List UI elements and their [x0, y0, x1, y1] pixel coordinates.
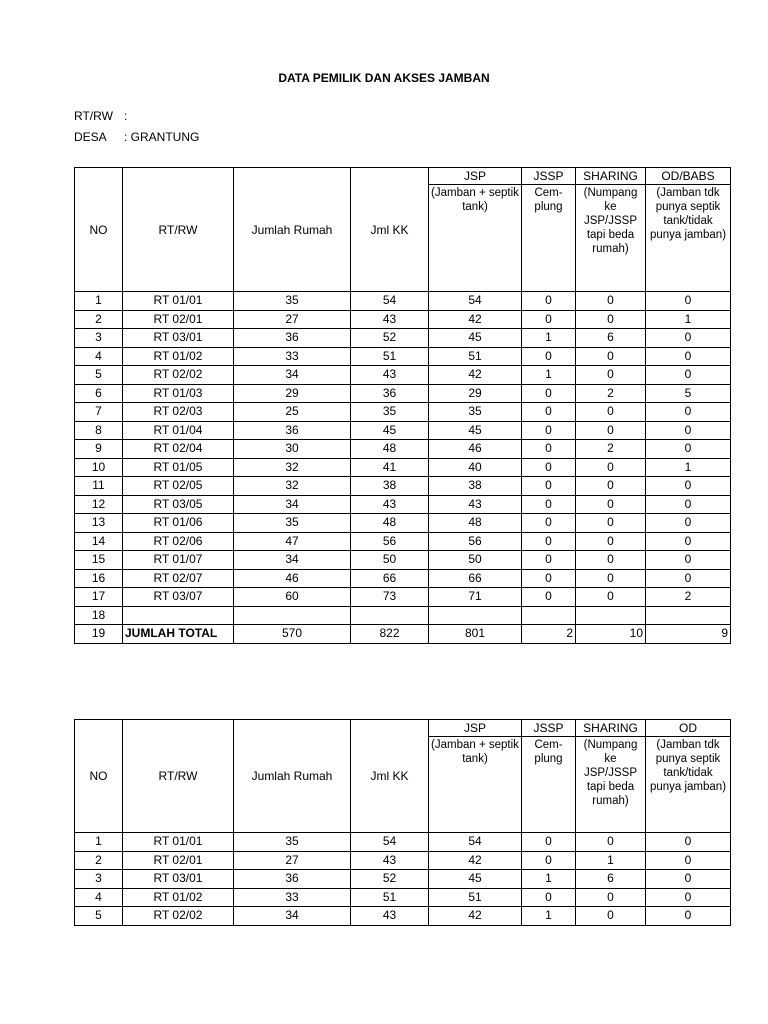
table-cell: 3: [75, 870, 123, 889]
table-cell: [351, 606, 429, 625]
table-cell: 0: [576, 588, 646, 607]
table-cell: RT 02/02: [123, 907, 234, 926]
header-jssp-desc: Cem-plung: [522, 737, 576, 833]
table-cell: 56: [351, 532, 429, 551]
desa-line: [74, 130, 199, 144]
table-cell: 36: [234, 329, 351, 348]
table-cell: 43: [429, 495, 522, 514]
header-jumlah-rumah: Jumlah Rumah: [234, 168, 351, 292]
table-cell: 5: [646, 384, 731, 403]
rtrw-label: RT/RW: [74, 109, 113, 123]
table-cell: 0: [522, 440, 576, 459]
table-cell: 0: [646, 495, 731, 514]
table-cell: 0: [646, 477, 731, 496]
table-cell: 43: [351, 851, 429, 870]
table-cell: 0: [646, 403, 731, 422]
table-row: [75, 347, 731, 366]
header-rtrw: RT/RW: [123, 720, 234, 833]
table-cell: 0: [522, 458, 576, 477]
table-row: [75, 833, 731, 852]
table-cell: 0: [646, 551, 731, 570]
table-cell: 34: [234, 907, 351, 926]
document-title: DATA PEMILIK DAN AKSES JAMBAN: [278, 71, 490, 85]
table-cell: 0: [646, 292, 731, 311]
table-cell: 34: [234, 366, 351, 385]
header-rtrw: RT/RW: [123, 168, 234, 292]
table-row: [75, 551, 731, 570]
table-cell: 0: [646, 366, 731, 385]
table-cell: 11: [75, 477, 123, 496]
table-cell: 0: [576, 421, 646, 440]
desa-value: : GRANTUNG: [124, 130, 200, 144]
table-cell: 0: [522, 569, 576, 588]
table-cell: 2: [576, 384, 646, 403]
table-cell: [234, 606, 351, 625]
table-cell: RT 03/07: [123, 588, 234, 607]
table-cell: RT 03/05: [123, 495, 234, 514]
table-cell: 0: [646, 347, 731, 366]
table-cell: 9: [75, 440, 123, 459]
table-cell: 42: [429, 907, 522, 926]
header-od-desc: (Jamban tdk punya septik tank/tidak punya jamban): [646, 185, 731, 292]
table-row: [75, 851, 731, 870]
table-cell: 43: [351, 366, 429, 385]
table-cell: RT 01/03: [123, 384, 234, 403]
table-cell: 51: [351, 347, 429, 366]
table-cell: 25: [234, 403, 351, 422]
header-jsp-desc: (Jamban + septik tank): [429, 185, 522, 292]
table-cell: 0: [576, 310, 646, 329]
table-row: [75, 310, 731, 329]
header-sharing-desc: (Numpang ke JSP/JSSP tapi beda rumah): [576, 185, 646, 292]
table-row: [75, 421, 731, 440]
table-cell: RT 01/02: [123, 347, 234, 366]
table-cell: 16: [75, 569, 123, 588]
table-cell: 73: [351, 588, 429, 607]
table-cell: 66: [429, 569, 522, 588]
header-od: OD/BABS: [646, 168, 731, 185]
table-cell: 2: [576, 440, 646, 459]
table-cell: 27: [234, 851, 351, 870]
access-table-2: [74, 719, 731, 926]
table-cell: 1: [75, 833, 123, 852]
table-cell: 6: [576, 329, 646, 348]
table-row: [75, 569, 731, 588]
table-cell: 0: [576, 458, 646, 477]
rtrw-value: :: [124, 109, 128, 123]
header-jml-kk: Jml KK: [351, 720, 429, 833]
table-cell: RT 01/01: [123, 833, 234, 852]
table-cell: 51: [351, 888, 429, 907]
table-cell: [522, 606, 576, 625]
table-cell: 2: [75, 310, 123, 329]
table-cell: RT 02/01: [123, 310, 234, 329]
table-row: [75, 384, 731, 403]
total-cell: 19: [75, 625, 123, 644]
table-cell: 52: [351, 870, 429, 889]
table-cell: 0: [646, 888, 731, 907]
table-cell: RT 03/01: [123, 329, 234, 348]
table-cell: 45: [429, 421, 522, 440]
table-cell: 66: [351, 569, 429, 588]
header-od-desc: (Jamban tdk punya septik tank/tidak punya jamban): [646, 737, 731, 833]
table-cell: 51: [429, 888, 522, 907]
header-jsp: JSP: [429, 168, 522, 185]
total-cell: 2: [522, 625, 576, 644]
table-cell: [576, 606, 646, 625]
table-cell: 30: [234, 440, 351, 459]
header-sharing-desc: (Numpang ke JSP/JSSP tapi beda rumah): [576, 737, 646, 833]
table-cell: 13: [75, 514, 123, 533]
table-cell: 0: [522, 588, 576, 607]
table-cell: 43: [351, 907, 429, 926]
table-cell: 0: [646, 907, 731, 926]
table-cell: 54: [429, 833, 522, 852]
table-cell: 35: [234, 833, 351, 852]
table-cell: RT 01/07: [123, 551, 234, 570]
table-cell: 6: [576, 870, 646, 889]
table-cell: 0: [576, 495, 646, 514]
table-cell: 48: [351, 440, 429, 459]
table-cell: 50: [351, 551, 429, 570]
desa-label: DESA: [74, 130, 107, 144]
table-row: [75, 514, 731, 533]
table-cell: [646, 606, 731, 625]
table-cell: RT 02/05: [123, 477, 234, 496]
table-cell: 1: [522, 366, 576, 385]
table-cell: 5: [75, 366, 123, 385]
table-cell: 33: [234, 888, 351, 907]
table-cell: 45: [351, 421, 429, 440]
access-table-1: [74, 167, 731, 644]
table-cell: RT 02/04: [123, 440, 234, 459]
table-cell: 0: [646, 440, 731, 459]
table-cell: 0: [522, 477, 576, 496]
table-cell: 50: [429, 551, 522, 570]
table-cell: 42: [429, 366, 522, 385]
table-cell: 8: [75, 421, 123, 440]
table-cell: 45: [429, 329, 522, 348]
table-cell: 45: [429, 870, 522, 889]
header-no: NO: [75, 168, 123, 292]
table-cell: RT 01/01: [123, 292, 234, 311]
header-jsp-desc: (Jamban + septik tank): [429, 737, 522, 833]
total-cell: JUMLAH TOTAL: [123, 625, 234, 644]
table-cell: 54: [429, 292, 522, 311]
table-cell: 0: [576, 532, 646, 551]
table-row: [75, 292, 731, 311]
table-cell: 34: [234, 495, 351, 514]
table-cell: 0: [576, 551, 646, 570]
table-cell: RT 02/01: [123, 851, 234, 870]
table-cell: RT 02/06: [123, 532, 234, 551]
table-cell: 1: [75, 292, 123, 311]
table-cell: 35: [351, 403, 429, 422]
table-row: [75, 606, 731, 625]
table-cell: RT 01/02: [123, 888, 234, 907]
table-cell: 56: [429, 532, 522, 551]
total-cell: 10: [576, 625, 646, 644]
table-cell: 4: [75, 888, 123, 907]
header-jssp: JSSP: [522, 720, 576, 737]
table-cell: 40: [429, 458, 522, 477]
table-row: [75, 403, 731, 422]
total-cell: 822: [351, 625, 429, 644]
header-no: NO: [75, 720, 123, 833]
table-row: [75, 440, 731, 459]
table-cell: 38: [429, 477, 522, 496]
table-cell: 27: [234, 310, 351, 329]
table-cell: 32: [234, 477, 351, 496]
table-cell: 4: [75, 347, 123, 366]
table-cell: 48: [429, 514, 522, 533]
table-cell: 60: [234, 588, 351, 607]
table-cell: 3: [75, 329, 123, 348]
table-cell: 0: [646, 569, 731, 588]
table-cell: 0: [576, 888, 646, 907]
table-cell: 0: [522, 310, 576, 329]
table-cell: 17: [75, 588, 123, 607]
table-cell: 14: [75, 532, 123, 551]
table-cell: 1: [522, 329, 576, 348]
table-cell: 0: [576, 514, 646, 533]
table-cell: 0: [576, 477, 646, 496]
table-cell: 36: [234, 870, 351, 889]
table-cell: 7: [75, 403, 123, 422]
table-cell: 0: [576, 292, 646, 311]
table-cell: 0: [576, 347, 646, 366]
table-cell: 35: [234, 292, 351, 311]
table-cell: 42: [429, 310, 522, 329]
table-cell: 10: [75, 458, 123, 477]
table-cell: 46: [234, 569, 351, 588]
table-row: [75, 477, 731, 496]
table-cell: 5: [75, 907, 123, 926]
header-jssp: JSSP: [522, 168, 576, 185]
table-cell: 71: [429, 588, 522, 607]
total-row: [75, 625, 731, 644]
header-od: OD: [646, 720, 731, 737]
table-cell: 1: [522, 870, 576, 889]
table-cell: 0: [576, 569, 646, 588]
table-cell: 2: [75, 851, 123, 870]
table-cell: 0: [522, 292, 576, 311]
table-cell: 46: [429, 440, 522, 459]
table-cell: 0: [576, 907, 646, 926]
table-cell: 0: [646, 532, 731, 551]
table-cell: 43: [351, 310, 429, 329]
header-sharing: SHARING: [576, 168, 646, 185]
table-row: [75, 870, 731, 889]
table-cell: 0: [522, 421, 576, 440]
table-cell: 54: [351, 292, 429, 311]
table-cell: 0: [522, 514, 576, 533]
table-cell: 18: [75, 606, 123, 625]
table-cell: [123, 606, 234, 625]
table-cell: 32: [234, 458, 351, 477]
table-row: [75, 495, 731, 514]
table-cell: 29: [429, 384, 522, 403]
header-jsp: JSP: [429, 720, 522, 737]
table-cell: 48: [351, 514, 429, 533]
table-cell: 0: [522, 495, 576, 514]
table-cell: 6: [75, 384, 123, 403]
table-cell: 36: [234, 421, 351, 440]
table-cell: 35: [429, 403, 522, 422]
total-cell: 801: [429, 625, 522, 644]
table-cell: RT 01/04: [123, 421, 234, 440]
table-cell: 1: [646, 310, 731, 329]
table-cell: 0: [522, 851, 576, 870]
table-cell: 52: [351, 329, 429, 348]
table-cell: 2: [646, 588, 731, 607]
table-cell: RT 01/05: [123, 458, 234, 477]
table-row: [75, 458, 731, 477]
table-row: [75, 532, 731, 551]
header-jml-kk: Jml KK: [351, 168, 429, 292]
total-cell: 9: [646, 625, 731, 644]
table-cell: 0: [522, 384, 576, 403]
table-cell: 0: [522, 532, 576, 551]
table-row: [75, 888, 731, 907]
table-cell: 0: [646, 870, 731, 889]
table-cell: RT 02/02: [123, 366, 234, 385]
table-cell: 1: [522, 907, 576, 926]
table-cell: 0: [576, 833, 646, 852]
table-cell: RT 01/06: [123, 514, 234, 533]
table-cell: 43: [351, 495, 429, 514]
table-cell: 0: [522, 888, 576, 907]
table-cell: 36: [351, 384, 429, 403]
table-cell: 0: [522, 347, 576, 366]
table-cell: 0: [646, 851, 731, 870]
table-row: [75, 588, 731, 607]
table-cell: 54: [351, 833, 429, 852]
table-cell: 1: [646, 458, 731, 477]
header-jumlah-rumah: Jumlah Rumah: [234, 720, 351, 833]
table-cell: 0: [576, 403, 646, 422]
table-cell: 0: [646, 421, 731, 440]
table-row: [75, 329, 731, 348]
table-row: [75, 366, 731, 385]
table-cell: 29: [234, 384, 351, 403]
table-cell: RT 03/01: [123, 870, 234, 889]
table-cell: 0: [646, 329, 731, 348]
table-cell: [429, 606, 522, 625]
table-cell: 41: [351, 458, 429, 477]
table-cell: 0: [646, 514, 731, 533]
table-cell: 35: [234, 514, 351, 533]
table-cell: 12: [75, 495, 123, 514]
table-cell: 15: [75, 551, 123, 570]
table-cell: 47: [234, 532, 351, 551]
table-cell: 0: [522, 551, 576, 570]
table-cell: 42: [429, 851, 522, 870]
total-cell: 570: [234, 625, 351, 644]
table-cell: RT 02/07: [123, 569, 234, 588]
table-cell: 51: [429, 347, 522, 366]
table-cell: 33: [234, 347, 351, 366]
header-jssp-desc: Cem-plung: [522, 185, 576, 292]
table-cell: 34: [234, 551, 351, 570]
table-cell: RT 02/03: [123, 403, 234, 422]
table-row: [75, 907, 731, 926]
table-cell: 0: [522, 833, 576, 852]
table-cell: 1: [576, 851, 646, 870]
rtrw-line: [74, 109, 127, 123]
table-cell: 0: [522, 403, 576, 422]
header-sharing: SHARING: [576, 720, 646, 737]
table-cell: 38: [351, 477, 429, 496]
table-cell: 0: [576, 366, 646, 385]
table-cell: 0: [646, 833, 731, 852]
